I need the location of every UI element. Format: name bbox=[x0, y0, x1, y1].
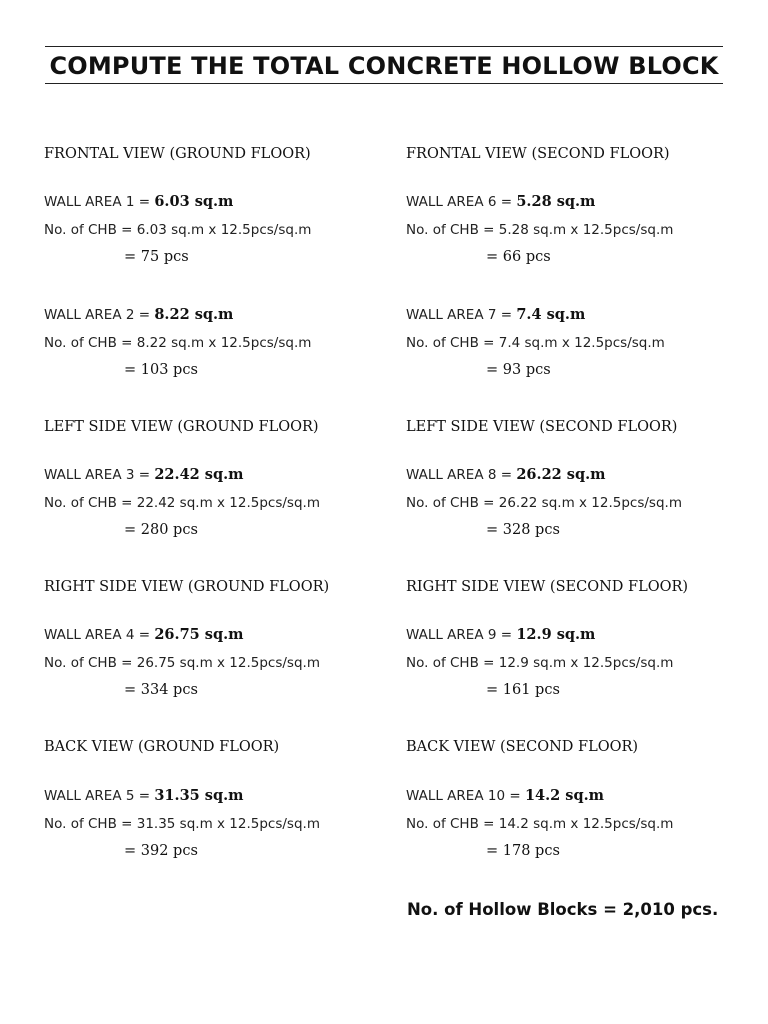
wall-area-value: 26.75 sq.m bbox=[154, 626, 244, 643]
wall-area-line bbox=[406, 306, 585, 323]
wall-area-line bbox=[44, 626, 244, 643]
chb-result: = 280 pcs bbox=[124, 522, 198, 538]
chb-formula: No. of CHB = 31.35 sq.m x 12.5pcs/sq.m bbox=[44, 816, 320, 832]
wall-area-value: 7.4 sq.m bbox=[516, 306, 586, 323]
wall-area-label: WALL AREA 9 = bbox=[406, 627, 513, 643]
section-heading: RIGHT SIDE VIEW (GROUND FLOOR) bbox=[44, 579, 330, 595]
section-heading: LEFT SIDE VIEW (SECOND FLOOR) bbox=[406, 419, 678, 435]
page-title: COMPUTE THE TOTAL CONCRETE HOLLOW BLOCK bbox=[49, 52, 719, 80]
wall-area-line bbox=[44, 306, 233, 323]
wall-area-value: 31.35 sq.m bbox=[154, 787, 244, 804]
wall-area-value: 14.2 sq.m bbox=[524, 787, 604, 804]
section-heading: FRONTAL VIEW (SECOND FLOOR) bbox=[406, 146, 670, 162]
wall-area-value: 26.22 sq.m bbox=[516, 466, 606, 483]
wall-area-line bbox=[406, 626, 595, 643]
chb-result: = 178 pcs bbox=[486, 843, 560, 859]
wall-area-line bbox=[44, 466, 244, 483]
section-heading: BACK VIEW (SECOND FLOOR) bbox=[406, 739, 639, 755]
wall-area-label: WALL AREA 10 = bbox=[406, 788, 521, 804]
chb-formula: No. of CHB = 8.22 sq.m x 12.5pcs/sq.m bbox=[44, 335, 312, 351]
wall-area-label: WALL AREA 1 = bbox=[44, 194, 151, 210]
wall-area-value: 8.22 sq.m bbox=[154, 306, 234, 323]
total-hollow-blocks: No. of Hollow Blocks = 2,010 pcs. bbox=[407, 900, 719, 919]
chb-result: = 103 pcs bbox=[124, 362, 198, 378]
wall-area-value: 5.28 sq.m bbox=[516, 193, 596, 210]
section-heading: BACK VIEW (GROUND FLOOR) bbox=[44, 739, 280, 755]
section-heading: RIGHT SIDE VIEW (SECOND FLOOR) bbox=[406, 579, 689, 595]
wall-area-line bbox=[44, 193, 233, 210]
title-bar bbox=[45, 46, 723, 84]
wall-area-line bbox=[406, 787, 604, 804]
wall-area-label: WALL AREA 2 = bbox=[44, 307, 151, 323]
wall-area-line bbox=[406, 193, 595, 210]
wall-area-label: WALL AREA 8 = bbox=[406, 467, 513, 483]
wall-area-label: WALL AREA 6 = bbox=[406, 194, 513, 210]
wall-area-label: WALL AREA 4 = bbox=[44, 627, 151, 643]
chb-formula: No. of CHB = 14.2 sq.m x 12.5pcs/sq.m bbox=[406, 816, 674, 832]
chb-result: = 161 pcs bbox=[486, 682, 560, 698]
chb-formula: No. of CHB = 26.75 sq.m x 12.5pcs/sq.m bbox=[44, 655, 320, 671]
wall-area-line bbox=[44, 787, 244, 804]
chb-formula: No. of CHB = 5.28 sq.m x 12.5pcs/sq.m bbox=[406, 222, 674, 238]
wall-area-value: 6.03 sq.m bbox=[154, 193, 234, 210]
chb-formula: No. of CHB = 7.4 sq.m x 12.5pcs/sq.m bbox=[406, 335, 665, 351]
chb-result: = 75 pcs bbox=[124, 249, 189, 265]
chb-result: = 392 pcs bbox=[124, 843, 198, 859]
chb-formula: No. of CHB = 26.22 sq.m x 12.5pcs/sq.m bbox=[406, 495, 682, 511]
wall-area-line bbox=[406, 466, 606, 483]
wall-area-value: 12.9 sq.m bbox=[516, 626, 596, 643]
chb-result: = 334 pcs bbox=[124, 682, 198, 698]
section-heading: FRONTAL VIEW (GROUND FLOOR) bbox=[44, 146, 311, 162]
chb-formula: No. of CHB = 6.03 sq.m x 12.5pcs/sq.m bbox=[44, 222, 312, 238]
chb-result: = 328 pcs bbox=[486, 522, 560, 538]
wall-area-value: 22.42 sq.m bbox=[154, 466, 244, 483]
wall-area-label: WALL AREA 3 = bbox=[44, 467, 151, 483]
chb-formula: No. of CHB = 22.42 sq.m x 12.5pcs/sq.m bbox=[44, 495, 320, 511]
chb-result: = 93 pcs bbox=[486, 362, 551, 378]
wall-area-label: WALL AREA 7 = bbox=[406, 307, 513, 323]
chb-formula: No. of CHB = 12.9 sq.m x 12.5pcs/sq.m bbox=[406, 655, 674, 671]
chb-result: = 66 pcs bbox=[486, 249, 551, 265]
section-heading: LEFT SIDE VIEW (GROUND FLOOR) bbox=[44, 419, 319, 435]
wall-area-label: WALL AREA 5 = bbox=[44, 788, 151, 804]
